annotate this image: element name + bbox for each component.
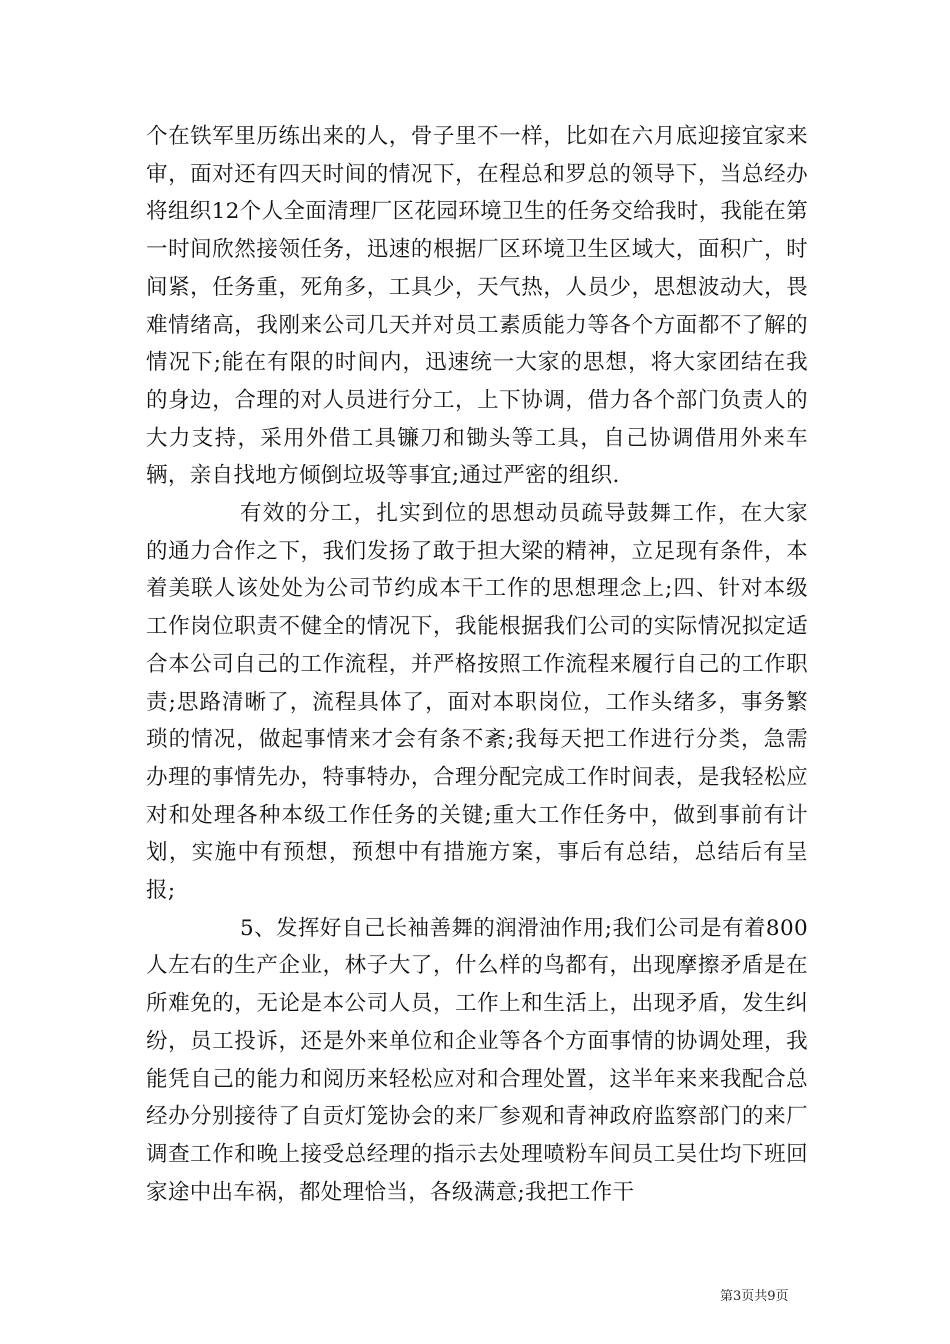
document-body: [146, 118, 808, 1211]
paragraph-3: 5、发挥好自己长袖善舞的润滑油作用;我们公司是有着800人左右的生产企业，林子大了，什么样的鸟都有，出现摩擦矛盾是在所难免的，无论是本公司人员，工作上和生活上，出现矛盾，发生纠纷，员工投诉，还是外来单位和企业等各个方面事情的协调处理，我能凭自己的能力和阅历来轻松应对和合理处置，这半年来来我配合总经办分别接待了自贡灯笼协会的来厂参观和青神政府监察部门的来厂调查工作和晚上接受总经理的指示去处理喷粉车间员工吴仕均下班回家途中出车祸，都处理恰当，各级满意;我把工作干: [146, 915, 808, 1205]
page-number-footer: 第3页共9页: [720, 1289, 789, 1304]
paragraph-1: 个在铁军里历练出来的人，骨子里不一样，比如在六月底迎接宜家来审，面对还有四天时间的情况下，在程总和罗总的领导下，当总经办将组织12个人全面清理厂区花园环境卫生的任务交给我时，我能在第一时间欣然接领任务，迅速的根据厂区环境卫生区域大，面积广，时间紧，任务重，死角多，工具少，天气热，人员少，思想波动大，畏难情绪高，我刚来公司几天并对员工素质能力等各个方面都不了解的情况下;能在有限的时间内，迅速统一大家的思想，将大家团结在我的身边，合理的对人员进行分工，上下协调，借力各个部门负责人的大力支持，采用外借工具镰刀和锄头等工具，自己协调借用外来车辆，亲自找地方倾倒垃圾等事宜;通过严密的组织.: [146, 124, 808, 489]
paragraph-2: 有效的分工，扎实到位的思想动员疏导鼓舞工作，在大家的通力合作之下，我们发扬了敢于担大梁的精神，立足现有条件，本着美联人该处处为公司节约成本干工作的思想理念上;四、针对本级工作岗位职责不健全的情况下，我能根据我们公司的实际情况拟定适合本公司自己的工作流程，并严格按照工作流程来履行自己的工作职责;思路清晰了，流程具体了，面对本职岗位，工作头绪多，事务繁琐的情况，做起事情来才会有条不紊;我每天把工作进行分类，急需办理的事情先办，特事特办，合理分配完成工作时间表，是我轻松应对和处理各种本级工作任务的关键;重大工作任务中，做到事前有计划，实施中有预想，预想中有措施方案，事后有总结，总结后有呈报;: [146, 501, 808, 904]
